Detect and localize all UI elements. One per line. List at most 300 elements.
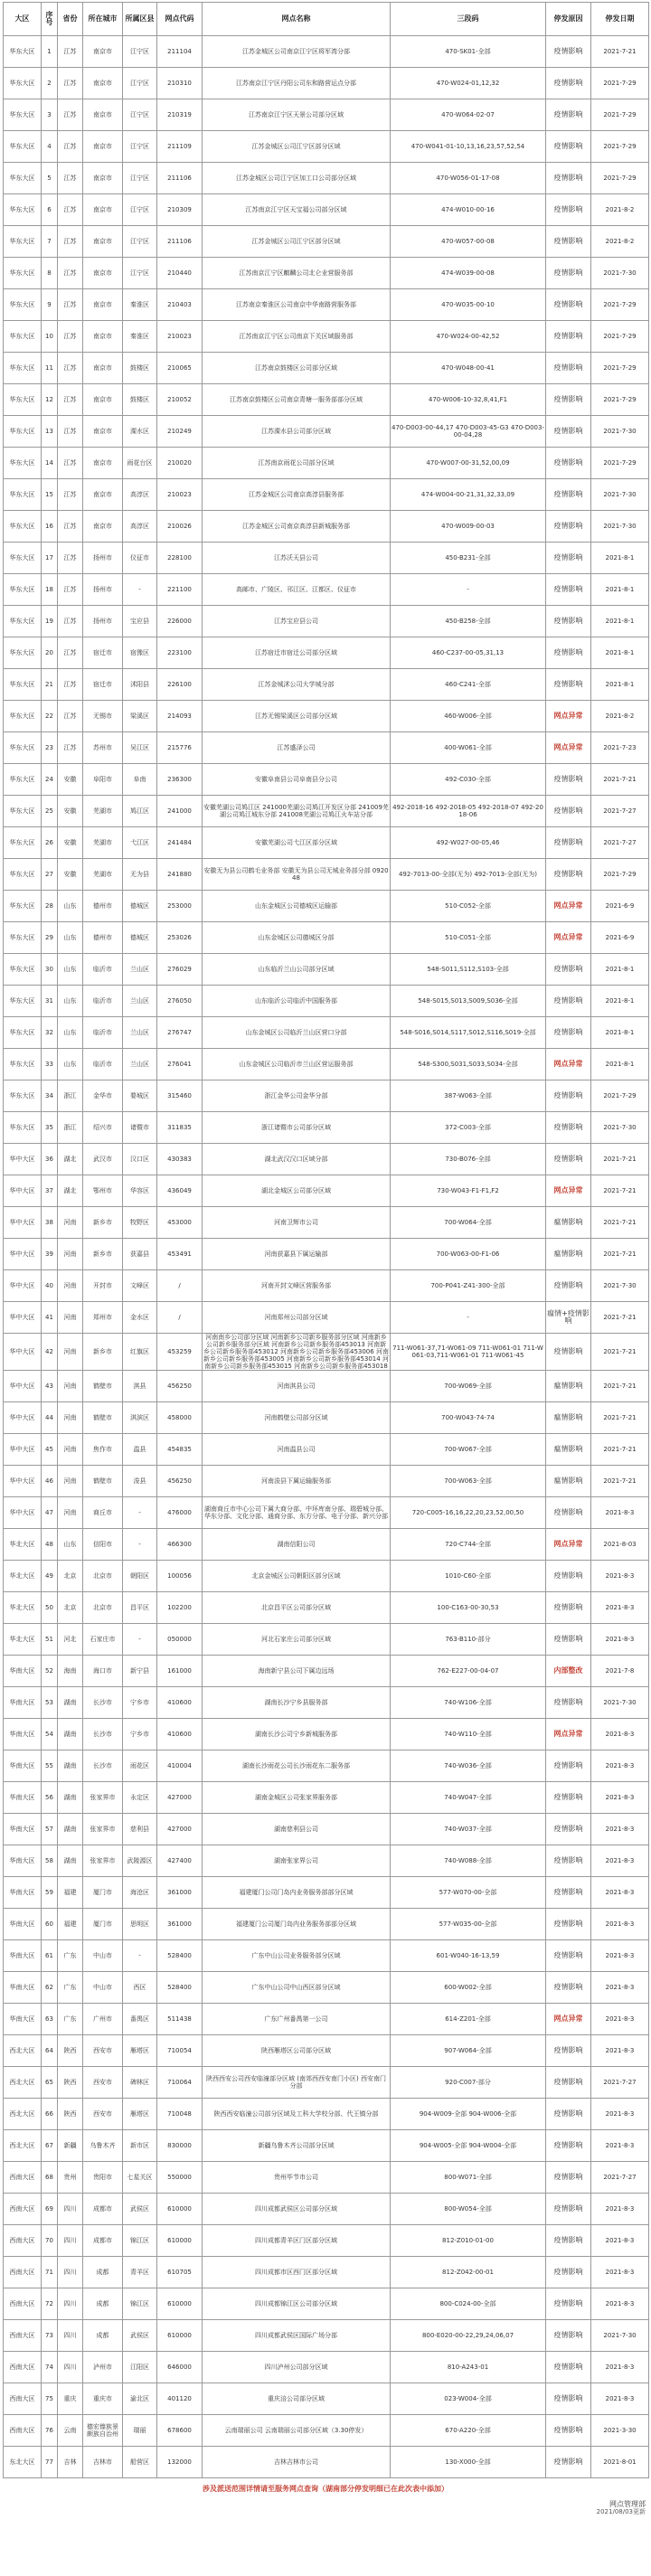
city-cell: 石家庄市: [83, 1624, 123, 1656]
province-cell: 河南: [58, 1402, 83, 1434]
district-cell: 鼓楼区: [123, 384, 157, 416]
province-cell: 安徽: [58, 859, 83, 891]
region-cell: 西北大区: [4, 2099, 42, 2130]
province-cell: 湖南: [58, 1845, 83, 1877]
city-cell: 南京市: [83, 321, 123, 353]
district-cell: 吴江区: [123, 732, 157, 764]
reason-cell: 疫情影响: [546, 1080, 591, 1112]
name-cell: 四川成都市区西门区部分区域: [203, 2257, 391, 2288]
index-cell: 36: [42, 1144, 58, 1175]
table-row: [4, 131, 649, 163]
district-cell: 青羊区: [123, 2257, 157, 2288]
code-cell: 610705: [157, 2257, 203, 2288]
code-cell: 210026: [157, 511, 203, 543]
segment-code-cell: 800-C024-00-全部: [391, 2288, 546, 2320]
code-cell: 453491: [157, 1239, 203, 1270]
segment-code-cell: 460-W006-全部: [391, 701, 546, 732]
table-row: [4, 891, 649, 922]
code-cell: 710054: [157, 2035, 203, 2067]
name-cell: 江苏宿迁市宿迁公司部分区域: [203, 637, 391, 669]
reason-cell: 疫情影响: [546, 2035, 591, 2067]
city-cell: 鹤壁市: [83, 1466, 123, 1497]
region-cell: 西南大区: [4, 2415, 42, 2447]
index-cell: 54: [42, 1719, 58, 1750]
province-cell: 江苏: [58, 68, 83, 99]
date-cell: 2021-8-3: [591, 1909, 649, 1940]
reason-cell: 疫情影响: [546, 416, 591, 448]
district-cell: 西区: [123, 1972, 157, 2004]
code-cell: 228100: [157, 543, 203, 574]
city-cell: 南京市: [83, 384, 123, 416]
index-cell: 20: [42, 637, 58, 669]
table-row: [4, 2099, 649, 2130]
index-cell: 33: [42, 1049, 58, 1080]
table-row: [4, 543, 649, 574]
segment-code-cell: 614-Z201-全部: [391, 2004, 546, 2035]
reason-cell: 疫情影响: [546, 2288, 591, 2320]
reason-cell: 疫情影响: [546, 68, 591, 99]
region-cell: 华东大区: [4, 606, 42, 637]
code-cell: 830000: [157, 2130, 203, 2162]
date-cell: 2021-8-3: [591, 1624, 649, 1656]
date-cell: 2021-7-21: [591, 764, 649, 796]
city-cell: 成都: [83, 2288, 123, 2320]
segment-code-cell: 812-Z042-00-01: [391, 2257, 546, 2288]
segment-code-cell: 907-W064-全部: [391, 2035, 546, 2067]
date-cell: 2021-8-3: [591, 1561, 649, 1592]
province-cell: 江苏: [58, 226, 83, 258]
name-cell: 河南卫辉市公司: [203, 1207, 391, 1239]
index-cell: 7: [42, 226, 58, 258]
district-cell: 瑞丽: [123, 2415, 157, 2447]
code-cell: 466300: [157, 1529, 203, 1561]
date-cell: 2021-6-9: [591, 922, 649, 954]
name-cell: 江苏南京江宁区天宝福公司部分区域: [203, 194, 391, 226]
name-cell: 湖南长沙雨花公司长沙雨花东二服务部: [203, 1750, 391, 1782]
date-cell: 2021-7-30: [591, 1270, 649, 1302]
city-cell: 芜湖市: [83, 827, 123, 859]
index-cell: 70: [42, 2225, 58, 2257]
code-cell: 430383: [157, 1144, 203, 1175]
name-cell: 江苏南京雨花公司部分区域: [203, 448, 391, 479]
stamp-date: 2021/08/03更新: [596, 2508, 646, 2515]
date-cell: 2021-7-29: [591, 1080, 649, 1112]
name-cell: 山东金城区公司临沂市兰山区营运服务部: [203, 1049, 391, 1080]
segment-code-cell: 800-W054-全部: [391, 2194, 546, 2225]
stop-delivery-sheet: [3, 2, 648, 2478]
region-cell: 华东大区: [4, 384, 42, 416]
date-cell: 2021-7-29: [591, 289, 649, 321]
column-header: 停发原因: [546, 3, 591, 36]
city-cell: 西安市: [83, 2067, 123, 2099]
reason-cell: 疫情影响: [546, 986, 591, 1017]
index-cell: 75: [42, 2383, 58, 2415]
date-cell: 2021-7-23: [591, 732, 649, 764]
district-cell: -: [123, 1940, 157, 1972]
table-row: [4, 1207, 649, 1239]
index-cell: 12: [42, 384, 58, 416]
table-row: [4, 1877, 649, 1909]
table-row: [4, 2067, 649, 2099]
name-cell: 四川成都青羊区门区部分区域: [203, 2225, 391, 2257]
code-cell: 241000: [157, 796, 203, 827]
index-cell: 38: [42, 1207, 58, 1239]
code-cell: 210023: [157, 479, 203, 511]
table-row: [4, 289, 649, 321]
name-cell: 广东中山公司中山西区部分区域: [203, 1972, 391, 2004]
district-cell: 宝应县: [123, 606, 157, 637]
district-cell: 江宁区: [123, 258, 157, 289]
province-cell: 广东: [58, 1940, 83, 1972]
city-cell: 南京市: [83, 68, 123, 99]
segment-code-cell: 492-C030-全部: [391, 764, 546, 796]
index-cell: 63: [42, 2004, 58, 2035]
name-cell: 江苏溧水县公司部分区域: [203, 416, 391, 448]
name-cell: 安徽芜湖公司弋江区部分区域: [203, 827, 391, 859]
segment-code-cell: 470-W035-00-10: [391, 289, 546, 321]
index-cell: 27: [42, 859, 58, 891]
segment-code-cell: 130-X000-全部: [391, 2447, 546, 2478]
table-row: [4, 2194, 649, 2225]
region-cell: 华东大区: [4, 321, 42, 353]
province-cell: 安徽: [58, 796, 83, 827]
region-cell: 华南大区: [4, 1940, 42, 1972]
district-cell: 渝北区: [123, 2383, 157, 2415]
district-cell: 雨花台区: [123, 448, 157, 479]
city-cell: 长沙市: [83, 1687, 123, 1719]
index-cell: 21: [42, 669, 58, 701]
city-cell: 北京市: [83, 1561, 123, 1592]
segment-code-cell: -: [391, 574, 546, 606]
column-header: 三段码: [391, 3, 546, 36]
region-cell: 华南大区: [4, 1814, 42, 1845]
reason-cell: 疫情影响: [546, 36, 591, 68]
segment-code-cell: 740-W037-全部: [391, 1814, 546, 1845]
code-cell: 211106: [157, 163, 203, 194]
segment-code-cell: 711-W061-37,71-W061-09 711-W061-01 711-W061-03,711-W061-01 711-W061-45: [391, 1334, 546, 1371]
index-cell: 28: [42, 891, 58, 922]
district-cell: 兰山区: [123, 986, 157, 1017]
segment-code-cell: 600-W002-全部: [391, 1972, 546, 2004]
city-cell: 吉林市: [83, 2447, 123, 2478]
date-cell: 2021-7-29: [591, 68, 649, 99]
table-row: [4, 479, 649, 511]
table-row: [4, 1466, 649, 1497]
segment-code-cell: 510-C051-全部: [391, 922, 546, 954]
table-row: [4, 2447, 649, 2478]
segment-code-cell: 700-W069-全部: [391, 1371, 546, 1402]
region-cell: 华东大区: [4, 891, 42, 922]
district-cell: 海沧区: [123, 1877, 157, 1909]
province-cell: 湖南: [58, 1687, 83, 1719]
code-cell: /: [157, 1270, 203, 1302]
table-row: [4, 1497, 649, 1529]
city-cell: 扬州市: [83, 574, 123, 606]
region-cell: 华东大区: [4, 859, 42, 891]
segment-code-cell: 904-W005-全部 904-W004-全部: [391, 2130, 546, 2162]
table-row: [4, 353, 649, 384]
segment-code-cell: 400-W061-全部: [391, 732, 546, 764]
reason-cell: 疫情影响: [546, 1814, 591, 1845]
code-cell: 210065: [157, 353, 203, 384]
name-cell: 河南温县公司: [203, 1434, 391, 1466]
district-cell: -: [123, 1624, 157, 1656]
region-cell: 华北大区: [4, 1592, 42, 1624]
region-cell: 华东大区: [4, 131, 42, 163]
segment-code-cell: 470-W041-01-10,13,16,23,57,52,54: [391, 131, 546, 163]
province-cell: 广东: [58, 2004, 83, 2035]
table-row: [4, 732, 649, 764]
segment-code-cell: 460-C241-全部: [391, 669, 546, 701]
region-cell: 华北大区: [4, 1529, 42, 1561]
district-cell: 锦江区: [123, 2225, 157, 2257]
district-cell: 江宁区: [123, 36, 157, 68]
date-cell: 2021-8-3: [591, 2004, 649, 2035]
reason-cell: 疫情影响: [546, 2320, 591, 2352]
name-cell: 陕西西安临潼公司部分区域及工科大学校分部、代王镇分部: [203, 2099, 391, 2130]
region-cell: 华中大区: [4, 1334, 42, 1371]
index-cell: 10: [42, 321, 58, 353]
reason-cell: 疫情影响: [546, 2447, 591, 2478]
name-cell: 浙江诸暨市公司部分区域: [203, 1112, 391, 1144]
region-cell: 华东大区: [4, 637, 42, 669]
table-row: [4, 1750, 649, 1782]
name-cell: 江苏金城区公司南京高淳县新城服务部: [203, 511, 391, 543]
reason-cell: 网点异常: [546, 2004, 591, 2035]
table-row: [4, 1270, 649, 1302]
date-cell: 2021-8-3: [591, 2288, 649, 2320]
reason-cell: 疫情影响: [546, 2099, 591, 2130]
table-row: [4, 1017, 649, 1049]
city-cell: 郑州市: [83, 1302, 123, 1334]
region-cell: 华南大区: [4, 2004, 42, 2035]
name-cell: 湖南商丘市中心公司下属大商分部、中环库南分部、瑞碧城分部、华东分部、文化分部、通商分部、东方分部、电子分部、新兴分部: [203, 1497, 391, 1529]
region-cell: 西北大区: [4, 2067, 42, 2099]
date-cell: 2021-7-21: [591, 1434, 649, 1466]
index-cell: 17: [42, 543, 58, 574]
segment-code-cell: 548-S015,S013,S009,S036-全部: [391, 986, 546, 1017]
reason-cell: 疫情影响: [546, 289, 591, 321]
district-cell: 江宁区: [123, 163, 157, 194]
reason-cell: 疫情影响: [546, 1334, 591, 1371]
segment-code-cell: 470-D003-00-44,17 470-D003-45-G3 470-D003-00-04,28: [391, 416, 546, 448]
date-cell: 2021-8-1: [591, 1017, 649, 1049]
index-cell: 29: [42, 922, 58, 954]
date-cell: 2021-7-21: [591, 36, 649, 68]
table-row: [4, 764, 649, 796]
province-cell: 河南: [58, 1434, 83, 1466]
date-cell: 2021-7-30: [591, 1112, 649, 1144]
index-cell: 55: [42, 1750, 58, 1782]
reason-cell: 疫情影响: [546, 1497, 591, 1529]
city-cell: 南京市: [83, 163, 123, 194]
reason-cell: 疫情影响: [546, 1592, 591, 1624]
city-cell: 临沂市: [83, 986, 123, 1017]
province-cell: 江苏: [58, 574, 83, 606]
table-row: [4, 416, 649, 448]
name-cell: 重庆涪公司部分区域: [203, 2383, 391, 2415]
district-cell: 弋江区: [123, 827, 157, 859]
province-cell: 湖南: [58, 1719, 83, 1750]
code-cell: 210023: [157, 321, 203, 353]
reason-cell: 瘟情+疫情影响: [546, 1302, 591, 1334]
code-cell: 223100: [157, 637, 203, 669]
name-cell: 湖南慈利县公司: [203, 1814, 391, 1845]
region-cell: 华东大区: [4, 448, 42, 479]
province-cell: 江苏: [58, 289, 83, 321]
table-row: [4, 384, 649, 416]
province-cell: 山东: [58, 986, 83, 1017]
city-cell: 绍兴市: [83, 1112, 123, 1144]
city-cell: 成都: [83, 2257, 123, 2288]
table-row: [4, 922, 649, 954]
segment-code-cell: 740-W047-全部: [391, 1782, 546, 1814]
reason-cell: 瘟情影响: [546, 1207, 591, 1239]
name-cell: 河南郑州公司部分区域: [203, 1302, 391, 1334]
index-cell: 44: [42, 1402, 58, 1434]
region-cell: 西南大区: [4, 2320, 42, 2352]
reason-cell: 瘟情影响: [546, 1402, 591, 1434]
code-cell: 215776: [157, 732, 203, 764]
name-cell: 江苏金城区公司江宁区部分区域: [203, 226, 391, 258]
code-cell: 361000: [157, 1909, 203, 1940]
district-cell: 江阳区: [123, 2352, 157, 2383]
city-cell: 扬州市: [83, 606, 123, 637]
segment-code-cell: 762-E227-00-04-07: [391, 1656, 546, 1687]
code-cell: 226100: [157, 669, 203, 701]
code-cell: 241484: [157, 827, 203, 859]
code-cell: 427400: [157, 1845, 203, 1877]
province-cell: 江苏: [58, 701, 83, 732]
city-cell: 宿迁市: [83, 637, 123, 669]
city-cell: 信阳市: [83, 1529, 123, 1561]
region-cell: 华东大区: [4, 1112, 42, 1144]
index-cell: 69: [42, 2194, 58, 2225]
region-cell: 华东大区: [4, 669, 42, 701]
segment-code-cell: 548-S016,S014,S117,S012,S116,S019-全部: [391, 1017, 546, 1049]
province-cell: 吉林: [58, 2447, 83, 2478]
city-cell: 南京市: [83, 353, 123, 384]
region-cell: 华中大区: [4, 1207, 42, 1239]
district-cell: 雁塔区: [123, 2035, 157, 2067]
date-cell: 2021-8-3: [591, 2225, 649, 2257]
name-cell: 山东金城区公司德城区分部: [203, 922, 391, 954]
segment-code-cell: 812-Z010-01-00: [391, 2225, 546, 2257]
city-cell: 南京市: [83, 226, 123, 258]
province-cell: 江苏: [58, 36, 83, 68]
table-row: [4, 2415, 649, 2447]
name-cell: 云南瑞丽公司 云南瑞丽公司部分区域（3.30停发）: [203, 2415, 391, 2447]
date-cell: 2021-8-2: [591, 194, 649, 226]
date-cell: 2021-7-21: [591, 1239, 649, 1270]
province-cell: 河南: [58, 1371, 83, 1402]
reason-cell: 疫情影响: [546, 1782, 591, 1814]
reason-cell: 网点异常: [546, 701, 591, 732]
name-cell: 高邮市、广陵区、邗江区、江都区、仪征市: [203, 574, 391, 606]
segment-code-cell: 800-E020-00-22,29,24,06,07: [391, 2320, 546, 2352]
code-cell: 276029: [157, 954, 203, 986]
table-row: [4, 1175, 649, 1207]
region-cell: 华南大区: [4, 1687, 42, 1719]
date-cell: 2021-6-9: [591, 891, 649, 922]
table-row: [4, 2130, 649, 2162]
reason-cell: 疫情影响: [546, 511, 591, 543]
province-cell: 河南: [58, 1466, 83, 1497]
code-cell: 276041: [157, 1049, 203, 1080]
province-cell: 海南: [58, 1656, 83, 1687]
district-cell: 锦江区: [123, 2288, 157, 2320]
province-cell: 四川: [58, 2257, 83, 2288]
district-cell: 诸暨市: [123, 1112, 157, 1144]
district-cell: 华容区: [123, 1175, 157, 1207]
region-cell: 华东大区: [4, 479, 42, 511]
region-cell: 华南大区: [4, 1972, 42, 2004]
city-cell: 德州市: [83, 891, 123, 922]
city-cell: 临沂市: [83, 1049, 123, 1080]
date-cell: 2021-8-1: [591, 543, 649, 574]
province-cell: 安徽: [58, 764, 83, 796]
date-cell: 2021-7-30: [591, 258, 649, 289]
date-cell: 2021-7-21: [591, 1371, 649, 1402]
name-cell: 广东中山公司业务服务部分区域: [203, 1940, 391, 1972]
district-cell: 新宁县: [123, 1656, 157, 1687]
district-cell: 慈利县: [123, 1814, 157, 1845]
segment-code-cell: 474-W039-00-08: [391, 258, 546, 289]
index-cell: 68: [42, 2162, 58, 2194]
city-cell: 南京市: [83, 131, 123, 163]
province-cell: 河南: [58, 1270, 83, 1302]
code-cell: 456250: [157, 1371, 203, 1402]
province-cell: 山东: [58, 954, 83, 986]
region-cell: 华北大区: [4, 1624, 42, 1656]
segment-code-cell: 577-W070-00-全部: [391, 1877, 546, 1909]
date-cell: 2021-8-2: [591, 226, 649, 258]
region-cell: 华东大区: [4, 416, 42, 448]
district-cell: 宁乡市: [123, 1687, 157, 1719]
table-row: [4, 1239, 649, 1270]
city-cell: 武汉市: [83, 1144, 123, 1175]
segment-code-cell: 700-P041-Z41-300-全部: [391, 1270, 546, 1302]
table-row: [4, 511, 649, 543]
reason-cell: 疫情影响: [546, 637, 591, 669]
index-cell: 60: [42, 1909, 58, 1940]
city-cell: 乌鲁木齐: [83, 2130, 123, 2162]
district-cell: 昌平区: [123, 1592, 157, 1624]
code-cell: 276050: [157, 986, 203, 1017]
district-cell: 碑林区: [123, 2067, 157, 2099]
date-cell: 2021-8-3: [591, 1592, 649, 1624]
index-cell: 43: [42, 1371, 58, 1402]
region-cell: 华中大区: [4, 1466, 42, 1497]
name-cell: 北京昌平区公司部分区域: [203, 1592, 391, 1624]
table-header-row: [4, 3, 649, 36]
code-cell: 453000: [157, 1207, 203, 1239]
segment-code-cell: 474-W010-00-16: [391, 194, 546, 226]
code-cell: 528400: [157, 1940, 203, 1972]
code-cell: 102200: [157, 1592, 203, 1624]
reason-cell: 疫情影响: [546, 859, 591, 891]
region-cell: 华中大区: [4, 1402, 42, 1434]
segment-code-cell: 474-W004-00-21,31,32,33,09: [391, 479, 546, 511]
table-row: [4, 1972, 649, 2004]
district-cell: 德城区: [123, 922, 157, 954]
index-cell: 39: [42, 1239, 58, 1270]
date-cell: 2021-3-30: [591, 2415, 649, 2447]
table-row: [4, 1112, 649, 1144]
table-row: [4, 2352, 649, 2383]
region-cell: 华南大区: [4, 1845, 42, 1877]
district-cell: 秦淮区: [123, 289, 157, 321]
